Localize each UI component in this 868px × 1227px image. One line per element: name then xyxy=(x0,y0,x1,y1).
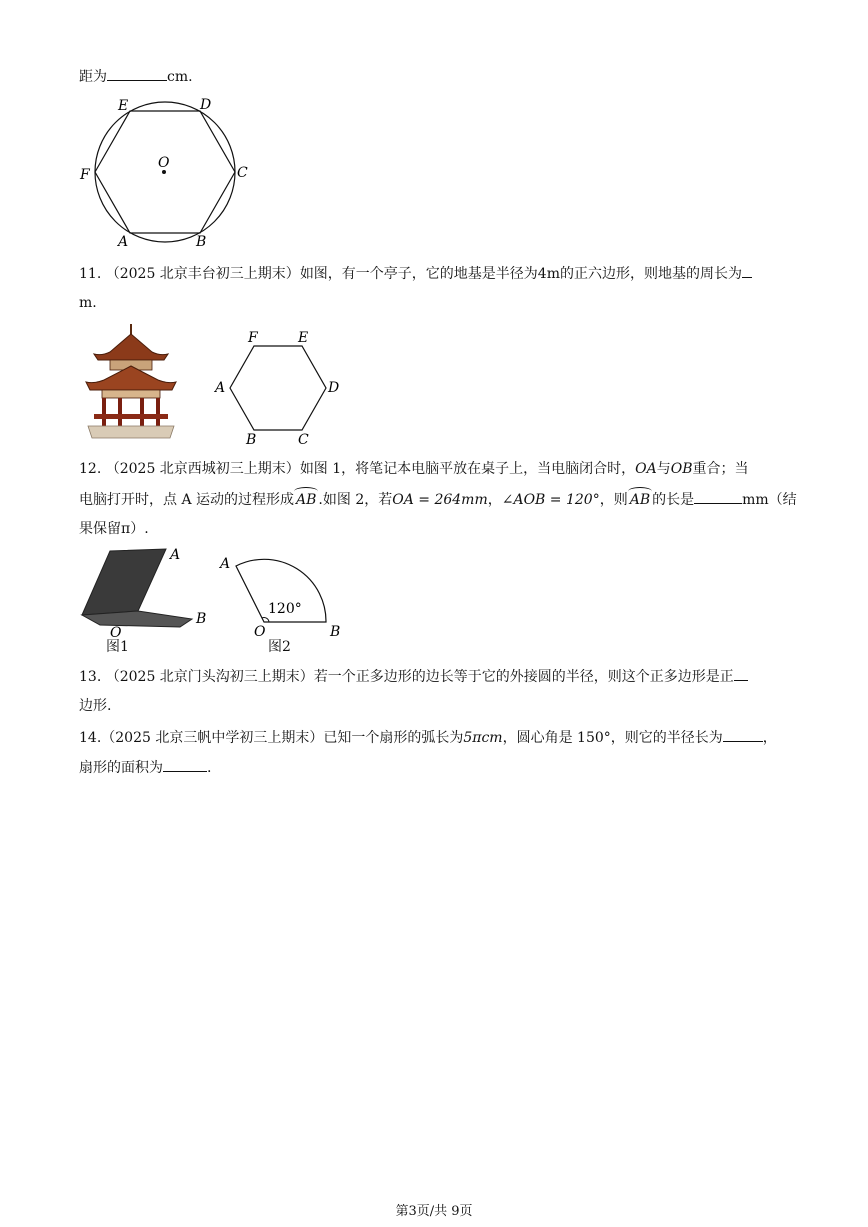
q12-eq-angle: ∠AOB = 120° xyxy=(501,492,600,508)
label-E: E xyxy=(298,330,309,346)
q14-text1c: ， xyxy=(762,730,777,746)
label-F: F xyxy=(248,330,258,346)
q14-number: 14. xyxy=(79,730,102,746)
answer-blank xyxy=(734,666,748,681)
q14-line2 xyxy=(79,757,211,778)
label-A: A xyxy=(118,234,129,250)
answer-blank xyxy=(742,263,752,278)
q11-text: 如图，有一个亭子，它的地基是半径为4m的正六边形，则地基的周长为 xyxy=(299,266,742,282)
q12-text3: 果保留π）. xyxy=(79,521,149,537)
answer-blank xyxy=(163,757,207,772)
q14-source: （2025 北京三帆中学初三上期末） xyxy=(101,730,324,746)
q14-arc-length: 5πcm xyxy=(463,730,503,746)
q12-number: 12. xyxy=(79,461,102,477)
label-E: E xyxy=(118,98,129,114)
fig1-caption: 图1 xyxy=(106,639,129,655)
q12-text2c: ，则 xyxy=(599,492,628,508)
answer-blank xyxy=(107,66,167,81)
q11-source: （2025 北京丰台初三上期末） xyxy=(105,266,300,282)
q14-line1 xyxy=(79,727,777,748)
label-O: O xyxy=(110,625,122,641)
q13-number: 13. xyxy=(79,669,102,685)
q12-eq-oa: OA = 264mm xyxy=(392,492,488,508)
q12-ob: OB xyxy=(670,461,693,477)
q13-line2 xyxy=(79,696,111,716)
q12-text2e: mm（结 xyxy=(742,492,797,508)
q12-line3 xyxy=(79,519,149,539)
q12-line2 xyxy=(79,489,797,510)
label-A: A xyxy=(220,556,231,572)
q12-text1b: 重合；当 xyxy=(692,461,749,477)
q11-number: 11. xyxy=(79,266,102,282)
q12-sep: ， xyxy=(487,492,502,508)
q14-text2a: 扇形的面积为 xyxy=(79,760,163,776)
q14-text1a: 已知一个扇形的弧长为 xyxy=(323,730,464,746)
label-F: F xyxy=(80,167,90,183)
q12-text2d: 的长是 xyxy=(652,492,695,508)
q12-line1 xyxy=(79,459,749,479)
answer-blank xyxy=(723,727,763,742)
q12-with: 与 xyxy=(656,461,671,477)
answer-blank xyxy=(694,489,742,504)
q14-text2b: . xyxy=(207,760,212,776)
q11-line2 xyxy=(79,293,97,313)
label-D: D xyxy=(328,380,340,396)
q12-source: （2025 北京西城初三上期末） xyxy=(105,461,300,477)
q12-text: 如图 1，将笔记本电脑平放在桌子上，当电脑闭合时， xyxy=(299,461,636,477)
fig2-caption: 图2 xyxy=(268,639,291,655)
label-A: A xyxy=(215,380,226,396)
q13-text: 若一个正多边形的边长等于它的外接圆的半径，则这个正多边形是正 xyxy=(313,669,734,685)
q12-oa: OA xyxy=(635,461,657,477)
q14-text1b: ，圆心角是 150°，则它的半径长为 xyxy=(502,730,723,746)
label-O: O xyxy=(254,624,266,640)
hexagon-figure xyxy=(212,328,344,446)
sector-figure xyxy=(216,548,356,640)
angle-label: 120° xyxy=(268,601,302,617)
label-A: A xyxy=(170,547,181,563)
label-C: C xyxy=(298,432,309,446)
q13-source: （2025 北京门头沟初三上期末） xyxy=(105,669,314,685)
q11-text2: m. xyxy=(79,295,97,311)
page-footer: 第3页/共 9页 xyxy=(395,1204,473,1219)
laptop-image xyxy=(80,545,212,641)
label-C: C xyxy=(237,165,248,181)
q10-prefix: 距为 xyxy=(79,69,107,85)
q11-line1 xyxy=(79,263,752,284)
arc-ab: AB xyxy=(629,492,651,508)
q12-text2b: .如图 2，若 xyxy=(318,492,393,508)
hexagon-in-circle-figure xyxy=(78,94,254,250)
arc-ab: AB xyxy=(296,492,317,508)
label-B: B xyxy=(246,432,257,446)
label-O: O xyxy=(158,155,170,171)
q10-suffix: . xyxy=(188,69,193,85)
q10-tail xyxy=(79,66,193,87)
label-D: D xyxy=(200,97,212,113)
pavilion-image xyxy=(80,322,182,442)
label-B: B xyxy=(330,624,341,640)
hexagon xyxy=(230,346,326,430)
q13-text2: 边形. xyxy=(79,698,112,714)
label-B: B xyxy=(196,234,207,250)
q12-text2a: 电脑打开时，点 A 运动的过程形成 xyxy=(79,492,295,508)
q10-unit: cm xyxy=(167,69,189,85)
label-B: B xyxy=(196,611,207,627)
q13-line1 xyxy=(79,666,748,687)
